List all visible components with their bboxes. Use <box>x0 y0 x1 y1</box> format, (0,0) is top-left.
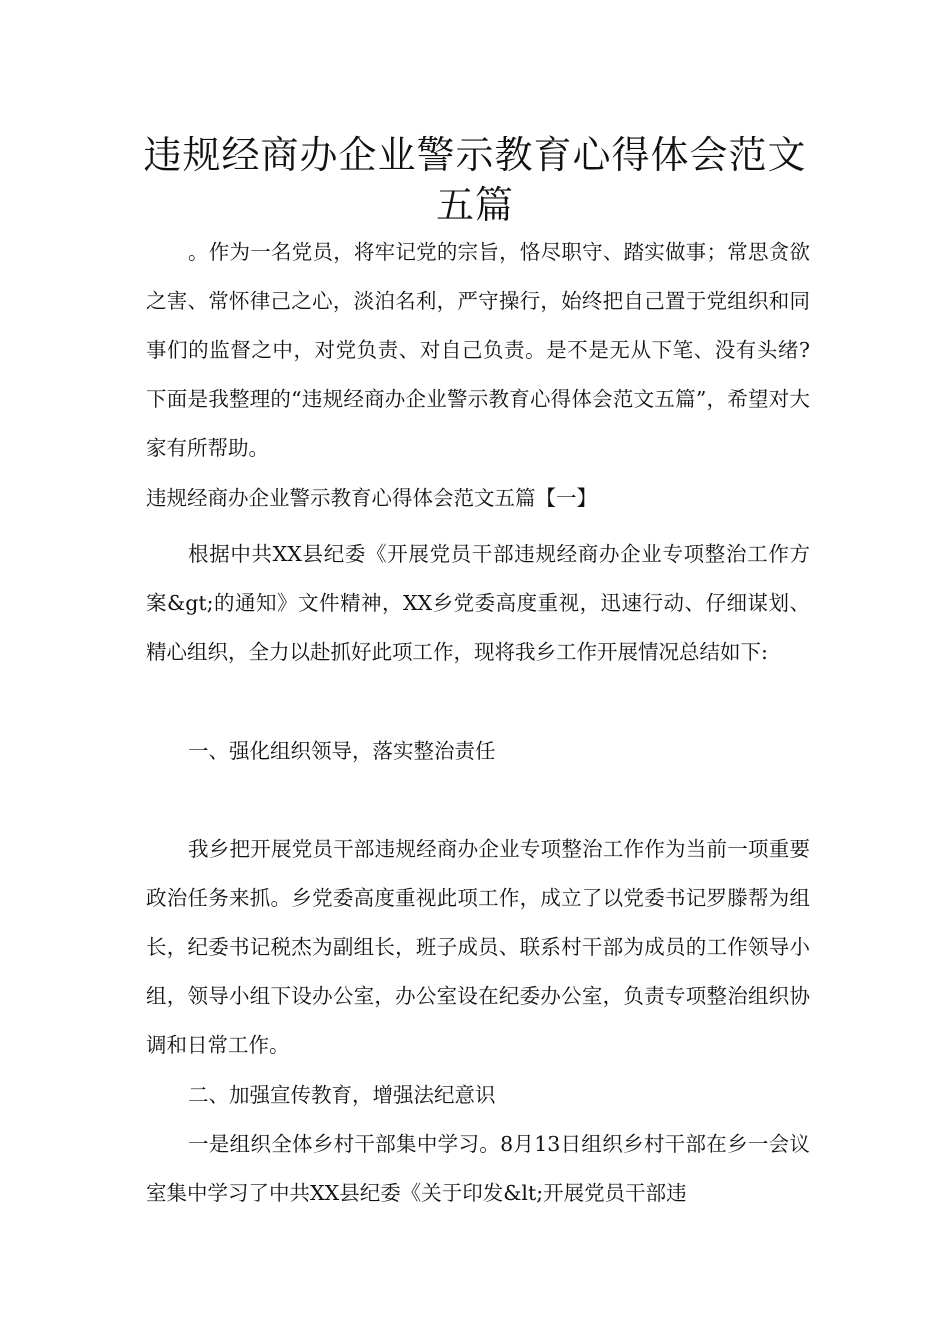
intro-paragraph: 。作为一名党员，将牢记党的宗旨，恪尽职守、踏实做事；常思贪欲之害、常怀律己之心，淡泊名利，严守操行，始终把自己置于党组织和同事们的监督之中，对党负责、对自己负责。是不是无从下笔、没有头绪?下面是我整理的“违规经商办企业警示教育心得体会范文五篇”，希望对大家有所帮助。 <box>146 240 810 460</box>
basis-paragraph: 根据中共XX县纪委《开展党员干部违规经商办企业专项整治工作方案&gt;的通知》文件精神，XX乡党委高度重视，迅速行动、仔细谋划、精心组织，全力以赴抓好此项工作，现将我乡工作开展情况总结如下: <box>146 542 810 664</box>
body-paragraph-1: 我乡把开展党员干部违规经商办企业专项整治工作作为当前一项重要政治任务来抓。乡党委高度重视此项工作，成立了以党委书记罗滕帮为组长，纪委书记税杰为副组长，班子成员、联系村干部为成员的工作领导小组，领导小组下设办公室，办公室设在纪委办公室，负责专项整治组织协调和日常工作。 <box>146 837 810 1057</box>
document-title-line-2: 五篇 <box>435 183 514 227</box>
heading-1: 一、强化组织领导，落实整治责任 <box>188 739 496 763</box>
body-paragraph-2: 一是组织全体乡村干部集中学习。8月13日组织乡村干部在乡一会议室集中学习了中共XX县纪委《关于印发&lt;开展党员干部违 <box>146 1132 810 1205</box>
heading-2: 二、加强宣传教育，增强法纪意识 <box>188 1083 496 1107</box>
section-1-title: 违规经商办企业警示教育心得体会范文五篇【一】 <box>146 486 597 510</box>
document-title-line-1: 违规经商办企业警示教育心得体会范文 <box>143 133 807 177</box>
